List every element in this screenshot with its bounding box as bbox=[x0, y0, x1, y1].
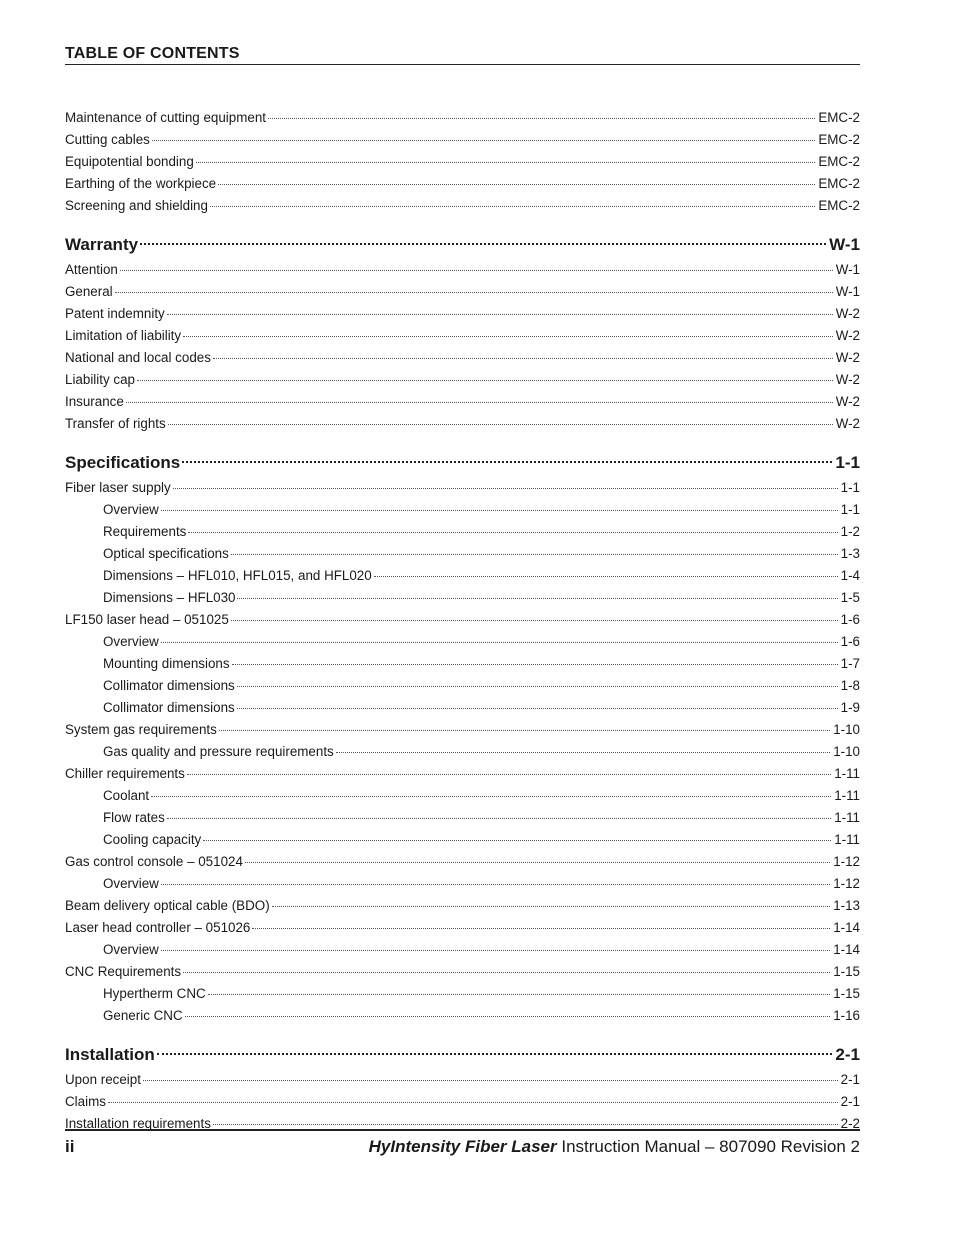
toc-entry[interactable] bbox=[65, 413, 860, 435]
toc-entry-label: Dimensions – HFL010, HFL015, and HFL020 bbox=[103, 568, 372, 583]
footer-manual-text: Instruction Manual – 807090 Revision 2 bbox=[556, 1137, 860, 1156]
toc-entry[interactable] bbox=[65, 829, 860, 851]
dot-leader bbox=[231, 619, 838, 621]
toc-entry[interactable] bbox=[65, 873, 860, 895]
toc-entry[interactable] bbox=[65, 499, 860, 521]
toc-entry-label: Laser head controller – 051026 bbox=[65, 920, 251, 935]
toc-entry-label: Flow rates bbox=[103, 810, 165, 825]
toc-entry-label: Gas control console – 051024 bbox=[65, 854, 243, 869]
toc-entry-page: 1-10 bbox=[833, 744, 860, 759]
toc-entry-page: 1-5 bbox=[840, 590, 860, 605]
toc-section bbox=[65, 107, 860, 217]
toc-entry-page: 1-1 bbox=[840, 480, 860, 495]
toc-entry-page: 1-11 bbox=[834, 810, 860, 825]
toc-entry-label: CNC Requirements bbox=[65, 964, 182, 979]
dot-leader bbox=[218, 183, 815, 185]
toc-entry[interactable] bbox=[65, 631, 860, 653]
toc-entry-page: W-1 bbox=[829, 235, 860, 254]
toc-entry[interactable] bbox=[65, 851, 860, 873]
toc-entry-label: Transfer of rights bbox=[65, 416, 166, 431]
page-header bbox=[65, 44, 860, 65]
toc-entry-label: Claims bbox=[65, 1094, 106, 1109]
toc-entry-label: Optical specifications bbox=[103, 546, 229, 561]
toc-entry-label: Fiber laser supply bbox=[65, 480, 171, 495]
toc-section bbox=[65, 1041, 860, 1135]
toc-entry[interactable] bbox=[65, 347, 860, 369]
dot-leader bbox=[272, 905, 831, 907]
toc-entry-label: Upon receipt bbox=[65, 1072, 141, 1087]
toc-entry-label: Maintenance of cutting equipment bbox=[65, 110, 266, 125]
toc-entry-page: W-2 bbox=[835, 350, 860, 365]
toc-entry[interactable] bbox=[65, 129, 860, 151]
dot-leader bbox=[245, 861, 830, 863]
toc-entry-label: Requirements bbox=[103, 524, 187, 539]
toc-entry-page: W-2 bbox=[835, 306, 860, 321]
toc-entry-label: Equipotential bonding bbox=[65, 154, 194, 169]
dot-leader bbox=[161, 509, 838, 511]
toc-entry-page: EMC-2 bbox=[818, 110, 860, 125]
dot-leader bbox=[185, 1015, 831, 1017]
toc-entry[interactable] bbox=[65, 259, 860, 281]
dot-leader bbox=[237, 597, 837, 599]
toc-entry-page: 2-1 bbox=[840, 1094, 860, 1109]
dot-leader bbox=[187, 773, 831, 775]
toc-entry-page: 1-6 bbox=[840, 612, 860, 627]
toc-entry-page: W-1 bbox=[835, 284, 860, 299]
toc-entry-page: EMC-2 bbox=[818, 154, 860, 169]
toc-heading[interactable] bbox=[65, 231, 860, 259]
toc-entry[interactable] bbox=[65, 697, 860, 719]
toc-entry[interactable] bbox=[65, 785, 860, 807]
toc-entry-page: 1-9 bbox=[840, 700, 860, 715]
toc-entry-page: 1-1 bbox=[840, 502, 860, 517]
toc-entry[interactable] bbox=[65, 107, 860, 129]
toc-entry-page: 1-10 bbox=[833, 722, 860, 737]
toc-entry-page: 1-3 bbox=[840, 546, 860, 561]
toc-entry-page: 1-15 bbox=[833, 986, 860, 1001]
toc-entry-page: 1-16 bbox=[833, 1008, 860, 1023]
toc-entry[interactable] bbox=[65, 543, 860, 565]
toc-entry-page: W-2 bbox=[835, 416, 860, 431]
dot-leader bbox=[167, 817, 831, 819]
toc-entry-label: Collimator dimensions bbox=[103, 678, 235, 693]
toc-entry[interactable] bbox=[65, 1091, 860, 1113]
toc-entry[interactable] bbox=[65, 741, 860, 763]
dot-leader bbox=[237, 707, 838, 709]
page-title: TABLE OF CONTENTS bbox=[65, 45, 240, 62]
dot-leader bbox=[374, 575, 838, 577]
toc-section bbox=[65, 449, 860, 1027]
toc-entry-label: Installation requirements bbox=[65, 1116, 211, 1131]
dot-leader bbox=[140, 242, 826, 245]
toc-entry-label: Liability cap bbox=[65, 372, 135, 387]
toc-section bbox=[65, 231, 860, 435]
toc-entry-page: 1-2 bbox=[840, 524, 860, 539]
dot-leader bbox=[157, 1052, 833, 1055]
toc-entry-page: 2-1 bbox=[835, 1045, 860, 1064]
dot-leader bbox=[151, 795, 831, 797]
dot-leader bbox=[161, 641, 838, 643]
dot-leader bbox=[183, 335, 833, 337]
footer-brand: HyIntensity Fiber Laser bbox=[368, 1137, 557, 1156]
toc-entry[interactable] bbox=[65, 675, 860, 697]
toc-entry-page: EMC-2 bbox=[818, 198, 860, 213]
page-footer bbox=[65, 1129, 860, 1157]
dot-leader bbox=[143, 1079, 838, 1081]
dot-leader bbox=[237, 685, 838, 687]
toc-entry-label: Coolant bbox=[103, 788, 150, 803]
toc-entry-page: 1-11 bbox=[834, 832, 860, 847]
toc-entry-label: Cooling capacity bbox=[103, 832, 202, 847]
toc-entry-label: Patent indemnity bbox=[65, 306, 165, 321]
toc-entry-page: 1-14 bbox=[833, 942, 860, 957]
toc-entry-label: Warranty bbox=[65, 235, 139, 254]
toc-heading[interactable] bbox=[65, 449, 860, 477]
toc-entry-label: Hypertherm CNC bbox=[103, 986, 206, 1001]
toc-entry-label: Attention bbox=[65, 262, 118, 277]
toc-entry-page: 2-2 bbox=[840, 1116, 860, 1131]
toc-entry-label: Overview bbox=[103, 502, 159, 517]
toc-entry[interactable] bbox=[65, 807, 860, 829]
toc-entry-label: Earthing of the workpiece bbox=[65, 176, 217, 191]
toc-entry-page: 1-1 bbox=[835, 453, 860, 472]
toc-entry-page: 1-14 bbox=[833, 920, 860, 935]
toc-entry-label: Collimator dimensions bbox=[103, 700, 235, 715]
dot-leader bbox=[108, 1101, 838, 1103]
dot-leader bbox=[208, 993, 831, 995]
toc-entry[interactable] bbox=[65, 325, 860, 347]
toc-entry-label: Overview bbox=[103, 634, 159, 649]
toc-entry-page: W-2 bbox=[835, 394, 860, 409]
toc-entry-page: 1-12 bbox=[833, 876, 860, 891]
toc-entry-page: EMC-2 bbox=[818, 132, 860, 147]
footer-manual-title bbox=[369, 1137, 860, 1157]
toc-entry-label: Limitation of liability bbox=[65, 328, 182, 343]
toc-entry-page: 1-4 bbox=[840, 568, 860, 583]
toc-entry[interactable] bbox=[65, 173, 860, 195]
dot-leader bbox=[161, 883, 830, 885]
toc-entry-page: W-2 bbox=[835, 372, 860, 387]
toc-entry-page: 1-11 bbox=[834, 788, 860, 803]
toc-entry[interactable] bbox=[65, 587, 860, 609]
dot-leader bbox=[182, 460, 832, 463]
toc-entry[interactable] bbox=[65, 939, 860, 961]
toc-entry[interactable] bbox=[65, 653, 860, 675]
toc-entry[interactable] bbox=[65, 151, 860, 173]
dot-leader bbox=[196, 161, 816, 163]
toc-entry-label: LF150 laser head – 051025 bbox=[65, 612, 229, 627]
dot-leader bbox=[152, 139, 815, 141]
toc-heading[interactable] bbox=[65, 1041, 860, 1069]
dot-leader bbox=[137, 379, 833, 381]
toc-entry-label: Specifications bbox=[65, 453, 181, 472]
table-of-contents bbox=[65, 107, 860, 1149]
dot-leader bbox=[203, 839, 831, 841]
dot-leader bbox=[188, 531, 837, 533]
toc-entry-label: Generic CNC bbox=[103, 1008, 183, 1023]
toc-entry-label: System gas requirements bbox=[65, 722, 217, 737]
toc-entry-page: 1-13 bbox=[833, 898, 860, 913]
toc-entry[interactable] bbox=[65, 477, 860, 499]
toc-entry-label: Cutting cables bbox=[65, 132, 150, 147]
toc-entry-page: 2-1 bbox=[840, 1072, 860, 1087]
toc-entry[interactable] bbox=[65, 1005, 860, 1027]
toc-entry[interactable] bbox=[65, 1069, 860, 1091]
dot-leader bbox=[115, 291, 833, 293]
toc-entry[interactable] bbox=[65, 281, 860, 303]
toc-entry-label: Dimensions – HFL030 bbox=[103, 590, 236, 605]
dot-leader bbox=[232, 663, 838, 665]
toc-entry-label: Gas quality and pressure requirements bbox=[103, 744, 334, 759]
toc-entry-label: Insurance bbox=[65, 394, 124, 409]
toc-entry-label: Beam delivery optical cable (BDO) bbox=[65, 898, 270, 913]
dot-leader bbox=[167, 313, 833, 315]
toc-entry-label: Mounting dimensions bbox=[103, 656, 230, 671]
dot-leader bbox=[120, 269, 833, 271]
dot-leader bbox=[173, 487, 838, 489]
toc-entry[interactable] bbox=[65, 961, 860, 983]
dot-leader bbox=[168, 423, 833, 425]
toc-entry[interactable] bbox=[65, 565, 860, 587]
toc-entry-label: Overview bbox=[103, 942, 159, 957]
dot-leader bbox=[213, 1123, 838, 1125]
toc-entry-page: 1-7 bbox=[840, 656, 860, 671]
dot-leader bbox=[126, 401, 833, 403]
toc-entry-page: 1-6 bbox=[840, 634, 860, 649]
toc-entry[interactable] bbox=[65, 895, 860, 917]
dot-leader bbox=[183, 971, 830, 973]
toc-entry-label: Chiller requirements bbox=[65, 766, 185, 781]
dot-leader bbox=[252, 927, 830, 929]
toc-entry-page: 1-11 bbox=[834, 766, 860, 781]
toc-entry[interactable] bbox=[65, 369, 860, 391]
toc-entry[interactable] bbox=[65, 763, 860, 785]
toc-entry[interactable] bbox=[65, 719, 860, 741]
toc-entry[interactable] bbox=[65, 917, 860, 939]
toc-entry-page: EMC-2 bbox=[818, 176, 860, 191]
dot-leader bbox=[210, 205, 815, 207]
toc-entry-page: 1-12 bbox=[833, 854, 860, 869]
toc-entry-label: Screening and shielding bbox=[65, 198, 208, 213]
toc-entry[interactable] bbox=[65, 391, 860, 413]
toc-entry[interactable] bbox=[65, 303, 860, 325]
dot-leader bbox=[219, 729, 830, 731]
toc-entry[interactable] bbox=[65, 983, 860, 1005]
toc-entry-label: Installation bbox=[65, 1045, 155, 1064]
toc-entry[interactable] bbox=[65, 609, 860, 631]
dot-leader bbox=[161, 949, 830, 951]
dot-leader bbox=[231, 553, 838, 555]
toc-entry-label: Overview bbox=[103, 876, 159, 891]
dot-leader bbox=[268, 117, 815, 119]
dot-leader bbox=[213, 357, 833, 359]
toc-entry-page: W-2 bbox=[835, 328, 860, 343]
toc-entry-page: 1-15 bbox=[833, 964, 860, 979]
page-number: ii bbox=[65, 1137, 75, 1156]
dot-leader bbox=[336, 751, 830, 753]
toc-entry-page: 1-8 bbox=[840, 678, 860, 693]
toc-entry[interactable] bbox=[65, 195, 860, 217]
toc-entry-label: National and local codes bbox=[65, 350, 211, 365]
toc-entry-page: W-1 bbox=[835, 262, 860, 277]
toc-entry-label: General bbox=[65, 284, 113, 299]
toc-entry[interactable] bbox=[65, 521, 860, 543]
